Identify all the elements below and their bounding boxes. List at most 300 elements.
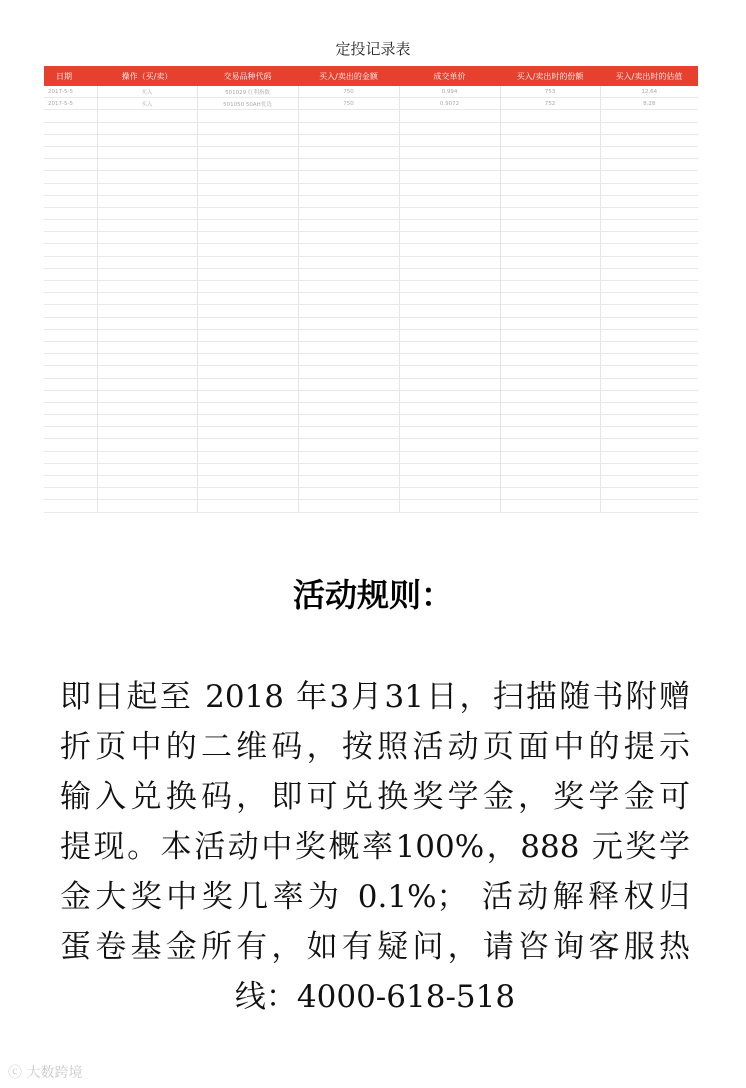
table-cell — [500, 110, 600, 122]
table-cell — [500, 134, 600, 146]
table-cell — [44, 195, 97, 207]
table-cell — [197, 476, 298, 488]
table-cell — [197, 146, 298, 158]
table-cell: 2017-5-5 — [44, 98, 97, 110]
watermark-text: 大数跨境 — [26, 1065, 83, 1081]
table-cell — [600, 390, 698, 402]
table-row-empty — [44, 354, 698, 366]
table-row-empty — [44, 159, 698, 171]
table-cell — [399, 317, 500, 329]
table-cell — [600, 402, 698, 414]
table-row-empty — [44, 256, 698, 268]
table-cell — [298, 476, 399, 488]
table-cell — [44, 281, 97, 293]
table-cell — [600, 476, 698, 488]
table-cell: 750 — [298, 86, 399, 98]
table-cell — [197, 317, 298, 329]
table-cell — [500, 463, 600, 475]
table-cell — [97, 268, 197, 280]
table-cell — [44, 305, 97, 317]
table-row-empty — [44, 281, 698, 293]
table-cell — [97, 110, 197, 122]
table-cell — [399, 293, 500, 305]
table-cell — [500, 329, 600, 341]
table-cell — [399, 220, 500, 232]
table-cell — [97, 122, 197, 134]
table-cell — [500, 256, 600, 268]
table-cell — [44, 476, 97, 488]
table-cell — [97, 329, 197, 341]
table-cell — [44, 354, 97, 366]
table-cell — [298, 378, 399, 390]
table-cell — [399, 207, 500, 219]
table-cell — [399, 378, 500, 390]
table-cell — [298, 134, 399, 146]
table-cell — [197, 427, 298, 439]
table-cell — [399, 427, 500, 439]
table-cell — [97, 463, 197, 475]
table-cell: 买入 — [97, 86, 197, 98]
table-cell — [97, 341, 197, 353]
table-cell: 0.9072 — [399, 98, 500, 110]
table-cell — [399, 134, 500, 146]
table-cell — [298, 488, 399, 500]
table-cell — [600, 317, 698, 329]
table-cell — [44, 402, 97, 414]
table-cell — [600, 427, 698, 439]
table-cell — [97, 378, 197, 390]
table-cell — [97, 500, 197, 512]
table-row-empty — [44, 305, 698, 317]
table-cell: 12.64 — [600, 86, 698, 98]
table-cell — [298, 500, 399, 512]
table-cell — [298, 402, 399, 414]
table-row-empty — [44, 500, 698, 512]
rule-line: 蛋卷基金所有，如有疑问，请咨询客服热 — [60, 929, 690, 965]
table-cell — [97, 305, 197, 317]
table-row-empty — [44, 390, 698, 402]
table-row-empty — [44, 451, 698, 463]
table-cell — [600, 256, 698, 268]
table-cell: 501050 50AH优选 — [197, 98, 298, 110]
table-cell — [500, 232, 600, 244]
table-cell — [298, 244, 399, 256]
table-cell: 501029 红利指数 — [197, 86, 298, 98]
table-cell — [399, 500, 500, 512]
table-row-empty — [44, 378, 698, 390]
table-row-empty — [44, 439, 698, 451]
table-cell: 买入 — [97, 98, 197, 110]
table-cell — [44, 317, 97, 329]
table-cell — [600, 183, 698, 195]
table-cell — [500, 488, 600, 500]
table-cell — [399, 110, 500, 122]
table-cell — [44, 183, 97, 195]
table-cell — [600, 171, 698, 183]
col-header-operation: 操作（买/卖） — [97, 66, 197, 86]
table-header-row — [44, 66, 698, 86]
table-cell — [500, 220, 600, 232]
table-cell — [298, 171, 399, 183]
rules-title: 活动规则： — [292, 576, 453, 614]
table-cell — [97, 232, 197, 244]
table-cell — [97, 476, 197, 488]
table-cell — [44, 256, 97, 268]
table-cell — [44, 171, 97, 183]
table-cell — [600, 463, 698, 475]
table-cell — [197, 110, 298, 122]
table-row — [44, 86, 698, 98]
table-cell — [600, 500, 698, 512]
table-cell — [97, 134, 197, 146]
table-cell — [197, 159, 298, 171]
table-cell — [600, 159, 698, 171]
table-cell — [500, 171, 600, 183]
table-cell — [44, 463, 97, 475]
table-cell — [298, 207, 399, 219]
table-cell — [500, 146, 600, 158]
table-cell — [97, 488, 197, 500]
table-cell — [44, 244, 97, 256]
table-cell — [399, 281, 500, 293]
table-body — [44, 86, 698, 512]
table-cell — [298, 232, 399, 244]
table-cell — [500, 354, 600, 366]
table-cell — [44, 451, 97, 463]
table-row-empty — [44, 476, 698, 488]
table-cell — [97, 293, 197, 305]
table-cell — [197, 451, 298, 463]
table-cell — [97, 354, 197, 366]
table-cell — [97, 220, 197, 232]
table-row-empty — [44, 110, 698, 122]
table-cell — [399, 415, 500, 427]
table-cell: 8.28 — [600, 98, 698, 110]
table-row-empty — [44, 427, 698, 439]
table-cell — [399, 146, 500, 158]
table-cell — [44, 341, 97, 353]
table-cell — [600, 354, 698, 366]
table-cell — [399, 366, 500, 378]
table-cell — [399, 183, 500, 195]
rule-line: 金大奖中奖几率为 0.1%； 活动解释权归 — [60, 879, 690, 915]
table-cell — [399, 390, 500, 402]
table-cell — [500, 244, 600, 256]
table-cell — [600, 366, 698, 378]
table-cell — [97, 195, 197, 207]
table-cell — [399, 122, 500, 134]
table-cell — [197, 183, 298, 195]
table-cell — [500, 366, 600, 378]
table-cell — [399, 402, 500, 414]
table-cell — [600, 134, 698, 146]
table-cell — [399, 305, 500, 317]
table-cell — [197, 463, 298, 475]
table-cell — [298, 439, 399, 451]
table-cell — [298, 159, 399, 171]
col-header-valuation: 买入/卖出时的估值 — [600, 66, 698, 86]
table-cell — [500, 415, 600, 427]
table-cell — [44, 329, 97, 341]
table-cell — [97, 183, 197, 195]
table-cell — [600, 244, 698, 256]
table-cell — [197, 415, 298, 427]
table-cell — [97, 451, 197, 463]
table-cell — [44, 293, 97, 305]
table-cell — [600, 341, 698, 353]
table-row-empty — [44, 183, 698, 195]
table-cell — [600, 439, 698, 451]
table-cell — [399, 354, 500, 366]
table-cell — [97, 146, 197, 158]
col-header-code: 交易品种代码 — [197, 66, 298, 86]
table-row-empty — [44, 341, 698, 353]
table-cell — [97, 427, 197, 439]
rule-line: 输入兑换码，即可兑换奖学金，奖学金可 — [60, 779, 690, 815]
table-cell — [600, 329, 698, 341]
table-row-empty — [44, 207, 698, 219]
table-cell — [197, 232, 298, 244]
table-cell — [399, 232, 500, 244]
table-row-empty — [44, 122, 698, 134]
table-cell — [399, 341, 500, 353]
table-cell — [197, 366, 298, 378]
rules-body — [60, 672, 690, 1022]
table-cell — [600, 415, 698, 427]
table-cell — [298, 195, 399, 207]
table-cell — [298, 110, 399, 122]
table-row-empty — [44, 220, 698, 232]
table-cell — [500, 476, 600, 488]
record-table — [44, 66, 698, 513]
table-cell — [500, 402, 600, 414]
table-row-empty — [44, 366, 698, 378]
table-cell — [197, 341, 298, 353]
table-title: 定投记录表 — [335, 40, 411, 58]
col-header-date: 日期 — [44, 66, 97, 86]
table-cell — [298, 341, 399, 353]
table-row-empty — [44, 488, 698, 500]
table-cell — [298, 305, 399, 317]
table-cell — [399, 256, 500, 268]
table-cell — [197, 439, 298, 451]
table-cell — [44, 366, 97, 378]
table-cell — [500, 159, 600, 171]
table-cell — [500, 439, 600, 451]
table-cell — [298, 427, 399, 439]
table-cell — [399, 439, 500, 451]
table-cell — [197, 293, 298, 305]
table-cell — [197, 378, 298, 390]
table-cell — [298, 390, 399, 402]
table-cell — [298, 317, 399, 329]
table-cell — [97, 415, 197, 427]
table-cell — [600, 293, 698, 305]
table-row-empty — [44, 244, 698, 256]
table-cell — [298, 366, 399, 378]
table-cell — [500, 183, 600, 195]
table-cell — [600, 268, 698, 280]
table-cell — [298, 415, 399, 427]
table-cell — [600, 122, 698, 134]
table-cell — [44, 232, 97, 244]
table-cell — [298, 183, 399, 195]
table-cell — [197, 268, 298, 280]
table-cell — [97, 171, 197, 183]
table-cell — [197, 256, 298, 268]
table-cell — [500, 268, 600, 280]
table-cell: 753 — [500, 86, 600, 98]
table-cell — [500, 451, 600, 463]
table-cell: 752 — [500, 98, 600, 110]
table-cell — [500, 427, 600, 439]
table-cell — [197, 390, 298, 402]
watermark-logo-icon: ⓒ — [8, 1065, 22, 1081]
table-cell — [44, 110, 97, 122]
table-row-empty — [44, 415, 698, 427]
table-cell — [44, 415, 97, 427]
table-cell — [600, 110, 698, 122]
table-cell — [500, 305, 600, 317]
rule-line: 提现。本活动中奖概率100%，888 元奖学 — [60, 829, 690, 865]
table-cell — [44, 427, 97, 439]
table-cell — [97, 159, 197, 171]
table-cell — [500, 207, 600, 219]
table-cell — [600, 488, 698, 500]
col-header-shares: 买入/卖出时的份额 — [500, 66, 600, 86]
table-cell — [197, 500, 298, 512]
table-cell — [600, 451, 698, 463]
table-cell — [500, 378, 600, 390]
table-cell — [197, 171, 298, 183]
rule-line: 线：4000-618-518 — [234, 979, 516, 1015]
table-cell — [298, 463, 399, 475]
table-cell — [298, 329, 399, 341]
table-cell — [197, 134, 298, 146]
table-cell — [197, 402, 298, 414]
table-row-empty — [44, 402, 698, 414]
table-cell — [97, 207, 197, 219]
table-cell — [600, 195, 698, 207]
table-cell — [44, 134, 97, 146]
table-cell — [197, 220, 298, 232]
table-cell — [44, 439, 97, 451]
table-cell — [500, 500, 600, 512]
table-cell — [44, 268, 97, 280]
table-row-empty — [44, 232, 698, 244]
table-cell — [500, 390, 600, 402]
table-row-empty — [44, 195, 698, 207]
table-cell — [197, 207, 298, 219]
col-header-amount: 买入/卖出的金额 — [298, 66, 399, 86]
table-cell — [399, 171, 500, 183]
table-cell — [44, 159, 97, 171]
table-cell — [197, 195, 298, 207]
table-cell — [298, 256, 399, 268]
rule-line: 即日起至 2018 年3月31日，扫描随书附赠 — [60, 679, 690, 715]
table-row-empty — [44, 329, 698, 341]
table-cell — [298, 268, 399, 280]
table-cell — [500, 281, 600, 293]
col-header-unit-price: 成交单价 — [399, 66, 500, 86]
table-cell — [97, 439, 197, 451]
table-cell — [600, 305, 698, 317]
table-cell — [399, 244, 500, 256]
table-cell — [600, 220, 698, 232]
table-cell — [97, 402, 197, 414]
table-cell — [197, 244, 298, 256]
table-cell — [44, 146, 97, 158]
table-cell — [44, 122, 97, 134]
table-row-empty — [44, 293, 698, 305]
table-cell — [399, 268, 500, 280]
table-row-empty — [44, 134, 698, 146]
table-cell — [197, 122, 298, 134]
table-cell — [197, 305, 298, 317]
table-cell — [197, 354, 298, 366]
table-cell — [600, 207, 698, 219]
table-cell — [298, 354, 399, 366]
table-cell: 0.994 — [399, 86, 500, 98]
table-cell — [97, 281, 197, 293]
table-cell — [500, 293, 600, 305]
table-cell — [298, 293, 399, 305]
table-cell — [399, 159, 500, 171]
table-cell — [197, 329, 298, 341]
table-cell — [298, 281, 399, 293]
table-cell — [600, 232, 698, 244]
table-cell — [97, 317, 197, 329]
table-cell — [500, 317, 600, 329]
table-cell — [399, 451, 500, 463]
table-cell — [500, 122, 600, 134]
table-cell: 2017-5-5 — [44, 86, 97, 98]
table-cell — [600, 281, 698, 293]
table-row-empty — [44, 317, 698, 329]
table-cell — [600, 378, 698, 390]
table-cell — [600, 146, 698, 158]
table-cell: 750 — [298, 98, 399, 110]
table-cell — [44, 220, 97, 232]
table-cell — [298, 220, 399, 232]
table-cell — [44, 390, 97, 402]
table-cell — [44, 488, 97, 500]
table-cell — [97, 256, 197, 268]
table-cell — [97, 244, 197, 256]
table-cell — [399, 463, 500, 475]
table-cell — [44, 500, 97, 512]
table-cell — [399, 488, 500, 500]
table-row — [44, 98, 698, 110]
table-row-empty — [44, 171, 698, 183]
table-cell — [500, 195, 600, 207]
table-row-empty — [44, 146, 698, 158]
table-cell — [298, 146, 399, 158]
table-cell — [399, 476, 500, 488]
table-cell — [298, 122, 399, 134]
table-cell — [44, 207, 97, 219]
table-row-empty — [44, 463, 698, 475]
rule-line: 折页中的二维码，按照活动页面中的提示 — [60, 729, 690, 765]
table-row-empty — [44, 268, 698, 280]
table-cell — [500, 341, 600, 353]
table-cell — [399, 195, 500, 207]
table-cell — [197, 488, 298, 500]
table-cell — [399, 329, 500, 341]
table-cell — [197, 281, 298, 293]
watermark — [8, 1062, 82, 1082]
table-cell — [97, 390, 197, 402]
